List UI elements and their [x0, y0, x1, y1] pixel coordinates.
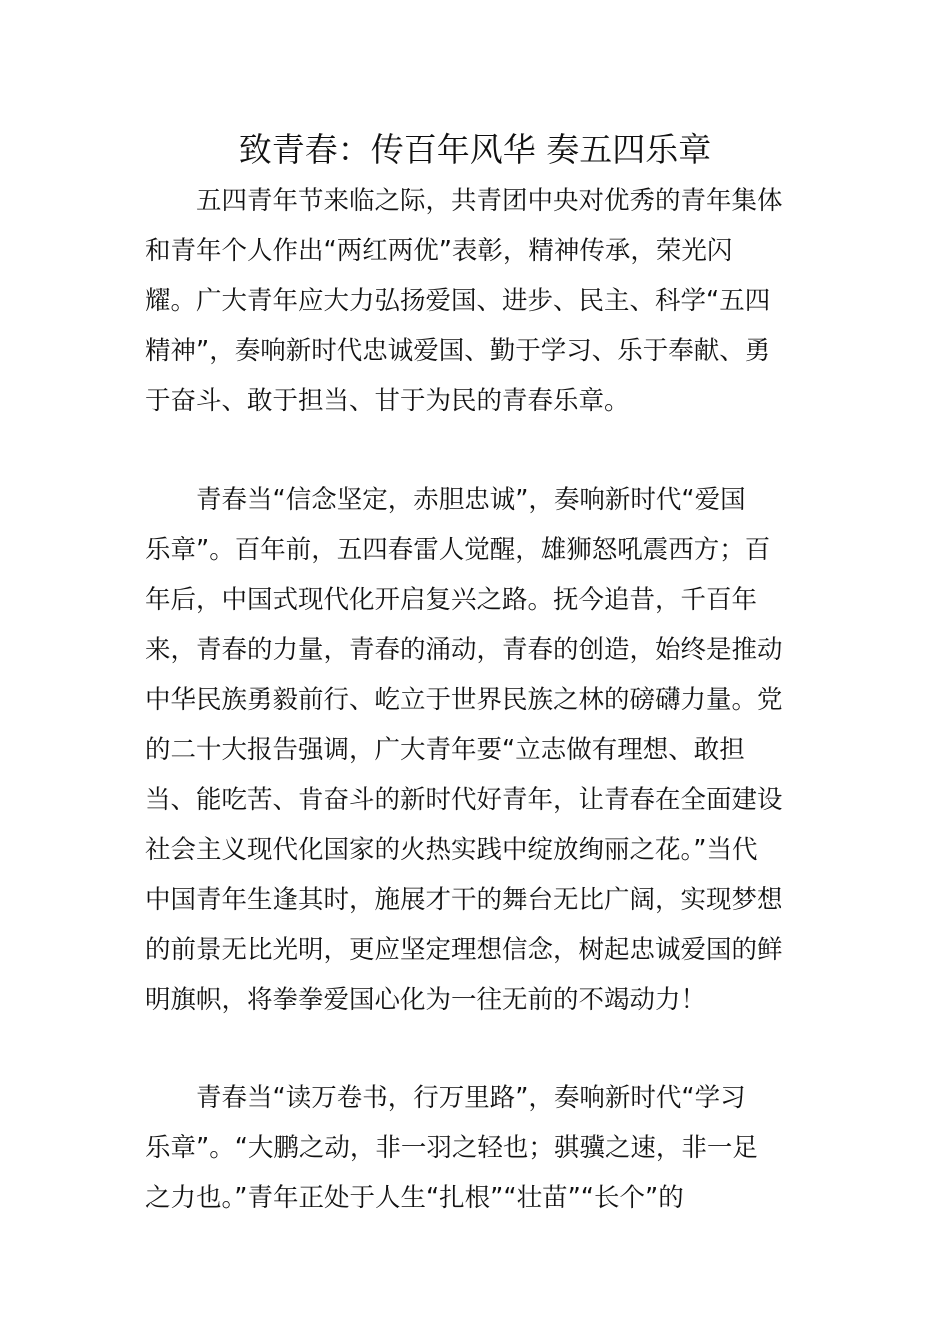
paragraph-line: 青春当“读万卷书，行万里路”，奏响新时代“学习: [196, 1083, 746, 1113]
paragraph-line: 明旗帜，将拳拳爱国心化为一往无前的不竭动力！: [145, 985, 707, 1015]
paragraph-line: 来，青春的力量，青春的涌动，青春的创造，始终是推动: [145, 635, 783, 665]
paragraph-line: 青春当“信念坚定，赤胆忠诚”，奏响新时代“爱国: [196, 485, 746, 515]
paragraph-line: 中国青年生逢其时，施展才干的舞台无比广阔，实现梦想: [145, 885, 783, 915]
paragraph-1: [145, 176, 809, 426]
paragraph-line: 精神”，奏响新时代忠诚爱国、勤于学习、乐于奉献、勇: [145, 336, 771, 366]
paragraph-line: 年后，中国式现代化开启复兴之路。抚今追昔，千百年: [145, 585, 758, 615]
paragraph-3: [145, 1073, 809, 1223]
paragraph-line: 于奋斗、敢于担当、甘于为民的青春乐章。: [145, 386, 630, 416]
paragraph-line: 中华民族勇毅前行、屹立于世界民族之林的磅礴力量。党: [145, 685, 783, 715]
paragraph-line: 社会主义现代化国家的火热实践中绽放绚丽之花。”当代: [145, 835, 758, 865]
paragraph-line: 之力也。”青年正处于人生“扎根”“壮苗”“长个”的: [145, 1183, 684, 1213]
paragraph-line: 耀。广大青年应大力弘扬爱国、进步、民主、科学“五四: [145, 286, 771, 316]
paragraph-line: 五四青年节来临之际，共青团中央对优秀的青年集体: [196, 186, 783, 216]
paragraph-2: [145, 475, 809, 1025]
paragraph-line: 的前景无比光明，更应坚定理想信念，树起忠诚爱国的鲜: [145, 935, 783, 965]
paragraph-line: 乐章”。百年前，五四春雷人觉醒，雄狮怒吼震西方；百: [145, 535, 771, 565]
paragraph-line: 当、能吃苦、肯奋斗的新时代好青年，让青春在全面建设: [145, 785, 783, 815]
paragraph-line: 的二十大报告强调，广大青年要“立志做有理想、敢担: [145, 735, 745, 765]
document-title: 致青春：传百年风华 奏五四乐章: [238, 130, 712, 169]
paragraph-line: 乐章”。“大鹏之动，非一羽之轻也；骐骥之速，非一足: [145, 1133, 758, 1163]
paragraph-line: 和青年个人作出“两红两优”表彰，精神传承，荣光闪: [145, 236, 733, 266]
